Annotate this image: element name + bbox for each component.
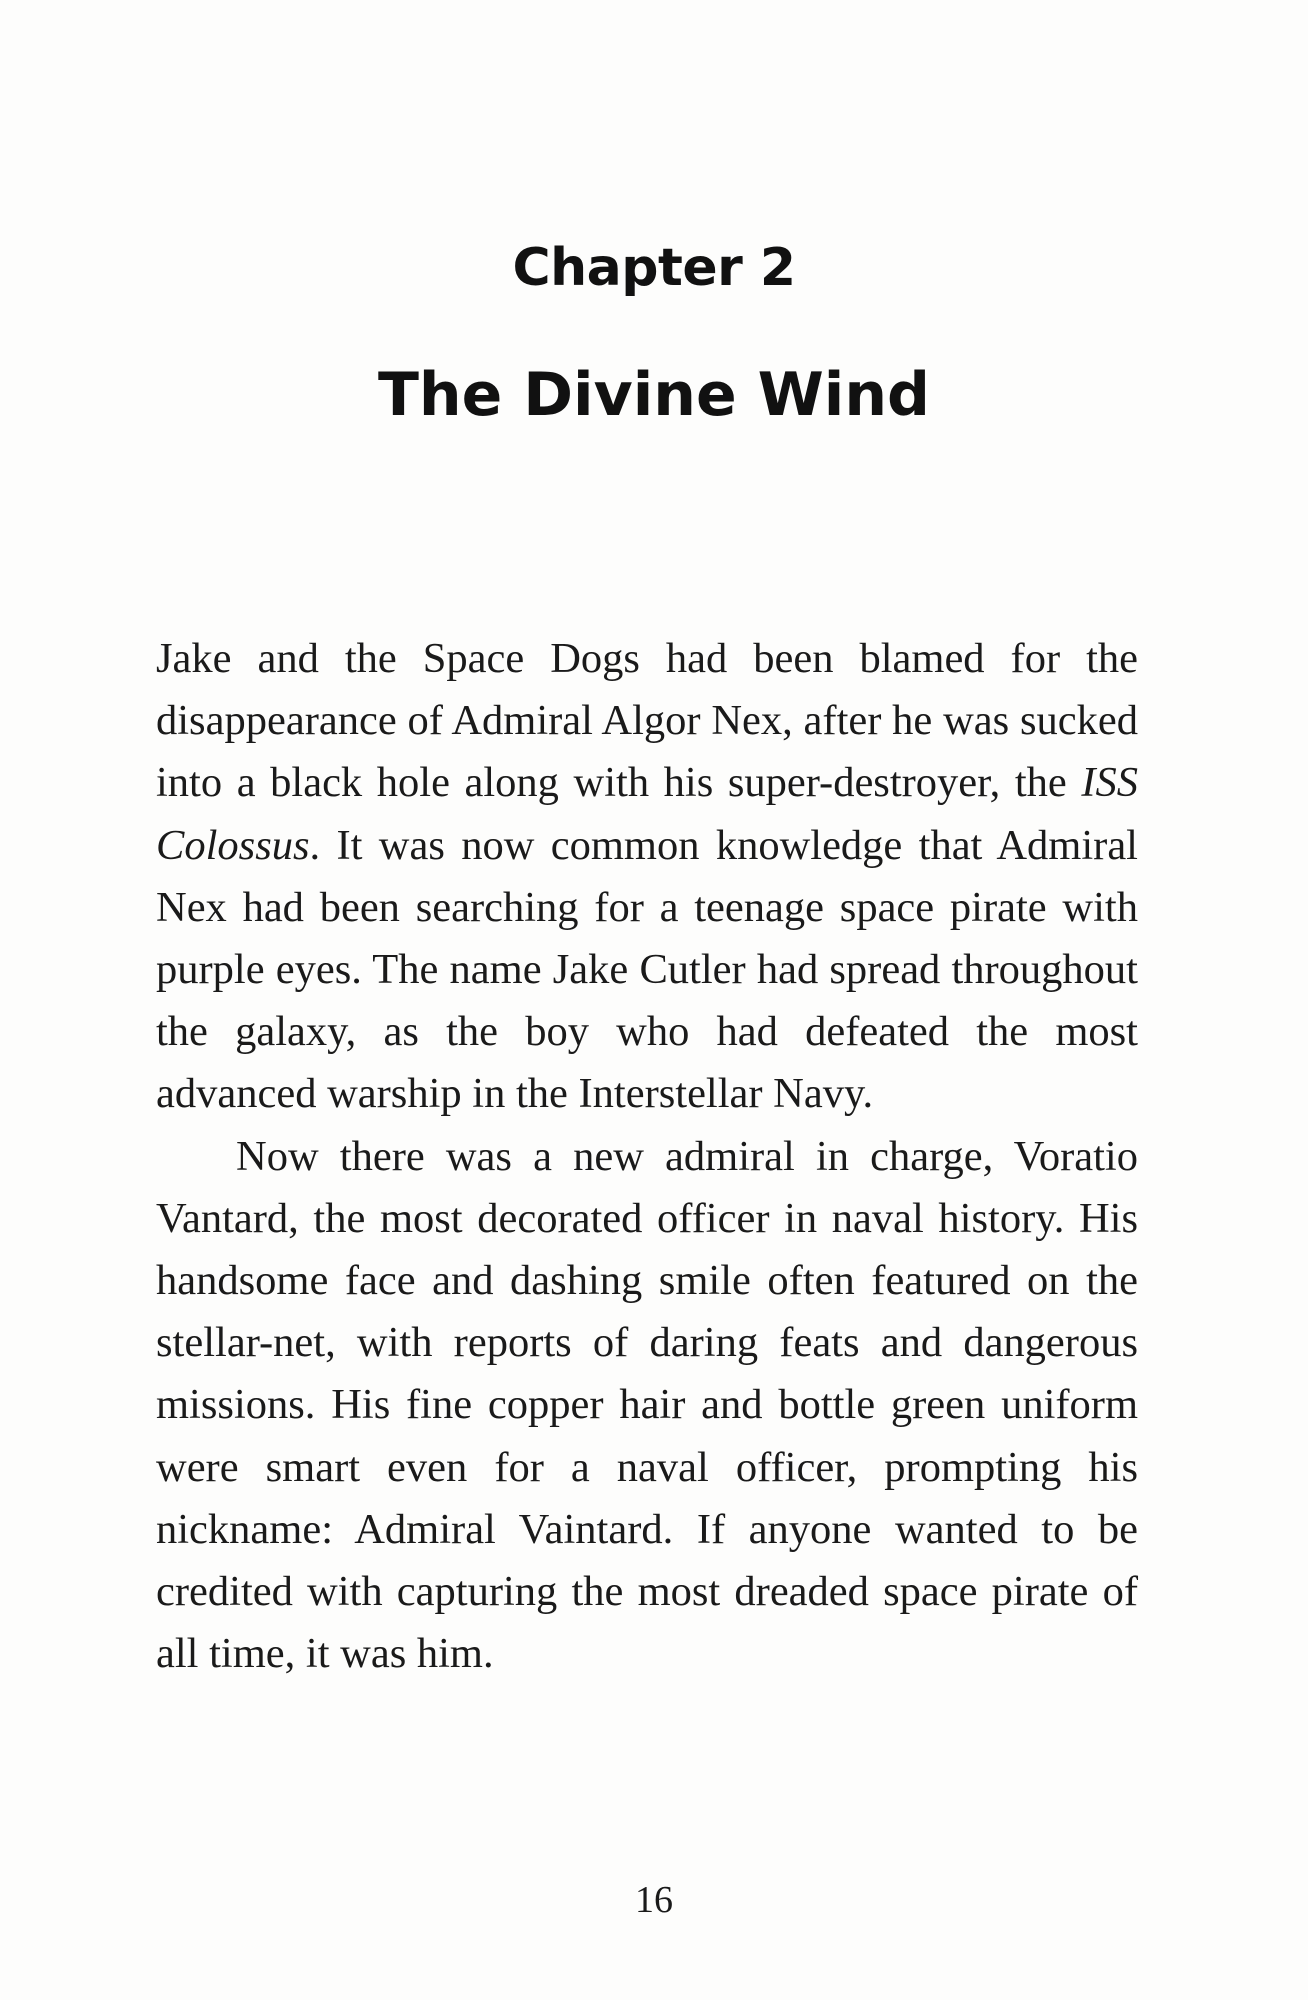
chapter-number: Chapter 2: [512, 238, 796, 298]
paragraph-1: [156, 628, 1138, 1126]
paragraph-1-text-a: Jake and the Space Dogs had been blamed for the disappearance of Admiral Algor Nex, after he was sucked into a black hole along with his super-destroyer, the: [156, 635, 1138, 807]
page-number: 16: [635, 1879, 673, 1921]
chapter-title: The Divine Wind: [378, 360, 930, 430]
paragraph-2: Now there was a new admiral in charge, Voratio Vantard, the most decorated officer in naval history. His handsome face and dashing smile often featured on the stellar-net, with reports of daring feats and dangerous missions. His fine copper hair and bottle green uniform were smart even for a naval officer, prompting his nickname: Admiral Vaintard. If anyone wanted to be credited with capturing the most dreaded space pirate of all time, it was him.: [156, 1132, 1138, 1678]
paragraph-1-text-b: . It was now common knowledge that Admiral Nex had been searching for a teenage space pirate with purple eyes. The name Jake Cutler had spread throughout the galaxy, as the boy who had defeated the most advanced warship in the Interstellar Navy.: [156, 821, 1138, 1118]
body-text: [156, 628, 1138, 1685]
ship-name-italic: ISS Colossus: [156, 759, 1138, 869]
